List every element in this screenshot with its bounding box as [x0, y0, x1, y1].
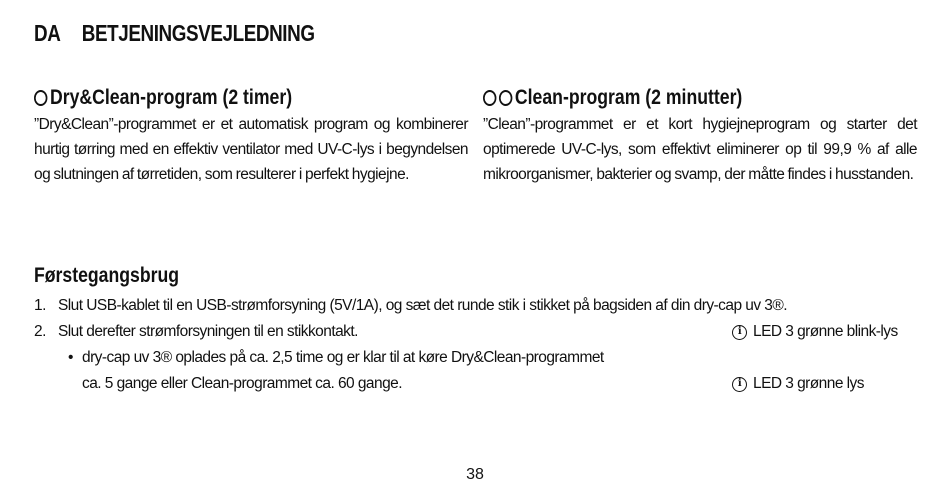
first-use-steps — [34, 293, 914, 397]
clean-heading-text: Clean-program (2 minutter) — [514, 86, 743, 109]
first-use-title: Førstegangsbrug — [34, 264, 180, 287]
step-number: 1. — [34, 297, 46, 314]
step-text: Slut USB-kablet til en USB-strømforsyning (5V/1A), og sæt det runde stik i stikket på bagsiden af din dry-cap uv 3®. — [58, 297, 787, 314]
step-number: 2. — [34, 323, 46, 340]
circle-indicator-icon — [34, 90, 47, 106]
circle-indicator-icon — [499, 90, 512, 106]
bullet-text: dry-cap uv 3® oplades på ca. 2,5 time og er klar til at køre Dry&Clean-programmet — [82, 349, 604, 366]
clean-section — [483, 84, 917, 203]
dry-clean-section — [34, 84, 468, 203]
led-note-text: LED 3 grønne blink-lys — [753, 323, 898, 340]
bullet-icon: • — [68, 349, 73, 366]
led-note — [732, 371, 864, 397]
dry-clean-heading-text: Dry&Clean-program (2 timer) — [49, 86, 293, 109]
dry-clean-description: ”Dry&Clean”-programmet er et automatisk program og kombinerer hurtig tørring med en effektiv ventilator med UV-C-lys i begyndelsen og slutningen af tørretiden, som resulterer i perfekt hygiejne. — [34, 116, 468, 183]
list-item — [34, 345, 914, 371]
dry-clean-heading — [34, 84, 399, 112]
title-text: BETJENINGSVEJLEDNING — [81, 20, 315, 46]
list-item — [34, 319, 914, 345]
step-text: Slut derefter strømforsyningen til en stikkontakt. — [58, 323, 358, 340]
page-title — [34, 20, 315, 47]
info-circle-icon: i — [732, 377, 747, 392]
page-number: 38 — [466, 466, 484, 483]
list-item — [34, 371, 914, 397]
clean-heading — [483, 84, 848, 112]
circle-indicator-icon — [483, 90, 496, 106]
clean-description: ”Clean”-programmet er et kort hygiejneprogram og starter det optimerede UV-C-lys, som effektivt eliminerer op til 99,9 % af alle mikroorganismer, bakterier og svamp, der måtte findes i husstanden. — [483, 116, 917, 183]
info-circle-icon: i — [732, 325, 747, 340]
bullet-text-continued: ca. 5 gange eller Clean-programmet ca. 60 gange. — [82, 375, 402, 392]
led-note — [732, 319, 898, 345]
list-item — [34, 293, 914, 319]
led-note-text: LED 3 grønne lys — [753, 375, 864, 392]
language-code: DA — [34, 20, 61, 46]
